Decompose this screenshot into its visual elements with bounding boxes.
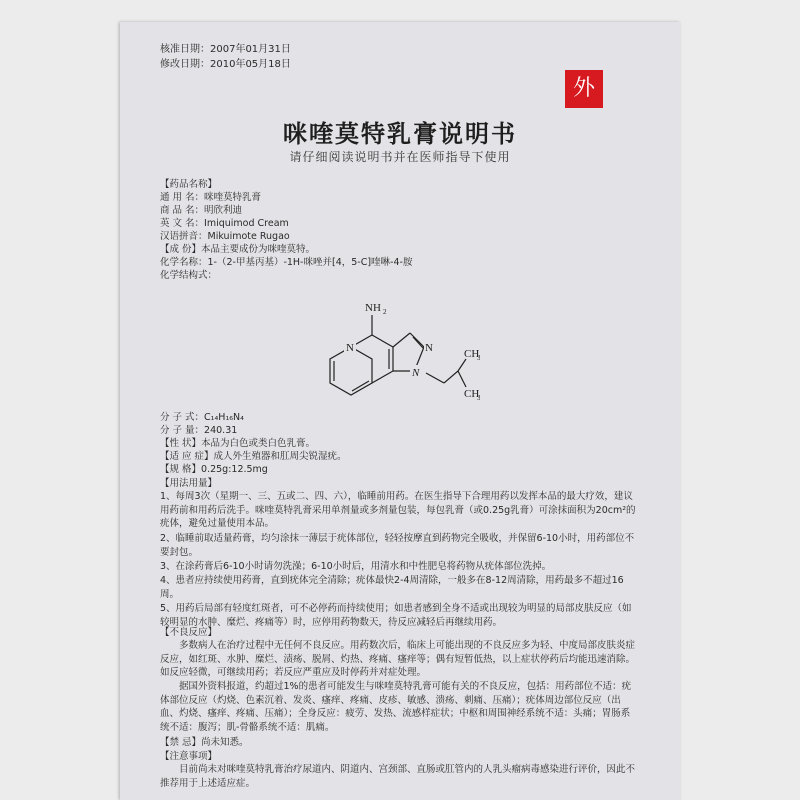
chemical-name: 化学名称：1-（2-甲基丙基）-1H-咪唑并[4，5-C]喹啉-4-胺 xyxy=(160,257,413,268)
revision-date: 修改日期：2010年05月18日 xyxy=(160,59,291,70)
quinoline-n-label: N xyxy=(346,342,354,354)
imidazole-double-bond xyxy=(413,337,423,348)
imidazole-bond xyxy=(410,333,424,347)
generic-name: 通 用 名：咪喹莫特乳膏 xyxy=(160,192,262,203)
pyridine-bond xyxy=(372,335,393,347)
molecular-formula: 分 子 式：C₁₄H₁₆N₄ xyxy=(160,412,244,423)
chemical-structure-diagram xyxy=(320,297,480,416)
cautions-paragraph-1: 目前尚未对咪喹莫特乳膏治疗尿道内、阴道内、宫颈部、直肠或肛管内的人乳头瘤病毒感染进行评价，因此不推荐用于上述适应症。 xyxy=(160,764,636,789)
date-block xyxy=(160,42,291,72)
document-title: 咪喹莫特乳膏说明书 xyxy=(283,120,517,148)
methyl-bottom-subscript: 3 xyxy=(477,394,480,402)
contraindication: 【禁 忌】尚未知悉。 xyxy=(160,737,249,748)
formula-value: C₁₄H₁₆N₄ xyxy=(204,412,244,423)
methyl-bottom-label: CH xyxy=(464,388,480,400)
alkyl-bond xyxy=(444,371,458,383)
drug-name-section-label: 【药品名称】 xyxy=(160,179,218,190)
usage-item-1: 1、每周3次（星期一、三、五或二、四、六），临睡前用药。在医生指导下合理用药以发挥本品的最大疗效，建议用药前和用药后洗手。咪喹莫特乳膏采用单剂量或多剂量包装，每包乳膏（或0.25g乳膏）可涂抹面积为20cm²的疣体，避免过量使用本品。 xyxy=(160,491,636,530)
appearance: 【性 状】本品为白色或类白色乳膏。 xyxy=(160,438,316,449)
adverse-section-label: 【不良反应】 xyxy=(160,627,218,638)
usage-item-2: 2、临睡前取适量药膏，均匀涂抹一薄层于疣体部位，轻轻按摩直到药物完全吸收，并保留6-10小时，用药部位不要封包。 xyxy=(160,533,635,558)
pinyin-name: 汉语拼音：Mikuimote Rugao xyxy=(160,231,290,242)
imidazole-bond xyxy=(393,333,410,347)
document-subtitle: 请仔细阅读说明书并在医师指导下使用 xyxy=(289,150,511,164)
alkyl-bond xyxy=(426,373,444,383)
methyl-top-label: CH xyxy=(464,348,480,360)
alkyl-bond xyxy=(458,359,466,371)
benzene-ring xyxy=(330,347,372,395)
adverse-paragraph-1: 多数病人在治疗过程中无任何不良反应。用药数次后，临床上可能出现的不良反应多为轻、中度局部皮肤炎症反应，如红斑、水肿、糜烂、渍疡、脱屑、灼热、疼痛、瘙痒等；偶有短暂低热，以上症状停药后均能迅速消除。如反应轻微，可继续用药；若反应严重应及时停药并对症处理。 xyxy=(160,640,636,679)
imiquimod-structure-svg xyxy=(320,297,480,412)
adverse-paragraph-2: 据国外资料报道，约超过1%的患者可能发生与咪喹莫特乳膏可能有关的不良反应，包括：用药部位不适：疣体部位反应（灼烧、色素沉着、发炎、瘙痒、疼痛、皮疹、敏感、溃疡、刺痛、压痛）；疣体周边部位反应（出血、灼烧、瘙痒、疼痛、压痛）；全身反应：疲劳、发热、流感样症状；中枢和周围神经系统不适：头痛；胃肠系统不适：腹泻；肌-骨骼系统不适：肌痛。 xyxy=(160,681,632,733)
methyl-top-subscript: 3 xyxy=(477,354,480,362)
usage-section-label: 【用法用量】 xyxy=(160,478,218,489)
amine-subscript: 2 xyxy=(383,308,387,316)
specification: 【规 格】0.25g:12.5mg xyxy=(160,464,268,475)
molecular-weight: 分 子 量：240.31 xyxy=(160,425,238,436)
trade-name: 商 品 名：明欣利迪 xyxy=(160,205,243,216)
alkyl-bond xyxy=(458,371,466,387)
imidazole-n-label: N xyxy=(425,342,433,354)
leaflet-page xyxy=(120,22,680,800)
external-use-badge: 外 xyxy=(565,70,603,108)
usage-item-5: 5、用药后局部有轻度红斑者，可不必停药而持续使用；如患者感到全身不适或出现较为明显的局部皮肤反应（如较明显的水肿、糜烂、疼痛等）时，应停用药物数天，待反应减轻后再继续用药。 xyxy=(160,603,632,628)
english-name: 英 文 名：Imiquimod Cream xyxy=(160,218,289,229)
structure-label: 化学结构式： xyxy=(160,270,218,281)
cautions-section-label: 【注意事项】 xyxy=(160,751,218,762)
alkyl-n-label: N xyxy=(412,367,420,379)
amine-label: NH xyxy=(365,302,381,314)
indication: 【适 应 症】成人外生殖器和肛周尖锐湿疣。 xyxy=(160,451,347,462)
imidazole-bond xyxy=(416,347,424,367)
usage-item-4: 4、患者应持续使用药膏，直到疣体完全清除；疣体最快2-4周清除，一般多在8-12周清除，用药最多不超过16周。 xyxy=(160,575,624,600)
pyridine-bond xyxy=(372,371,393,383)
approval-date: 核准日期：2007年01月31日 xyxy=(160,44,291,55)
usage-item-3: 3、在涂药膏后6-10小时请勿洗澡；6-10小时后，用清水和中性肥皂将药物从疣体部位洗掉。 xyxy=(160,561,552,572)
composition: 【成 份】本品主要成份为咪喹莫特。 xyxy=(160,244,316,255)
